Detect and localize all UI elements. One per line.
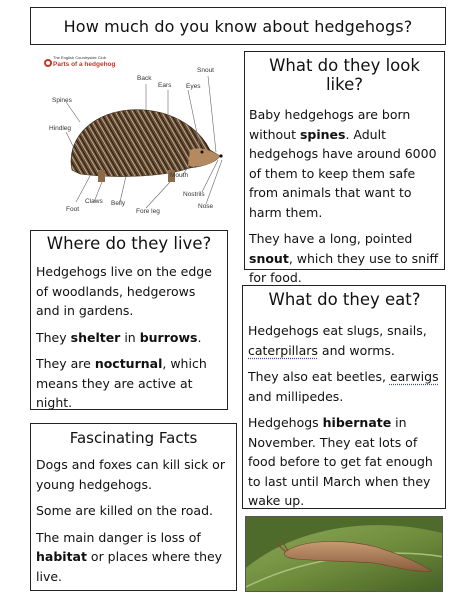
keyword-habitat: habitat <box>36 549 87 564</box>
keyword-hibernate: hibernate <box>322 415 392 430</box>
slug-photo <box>245 516 443 592</box>
look-heading: What do they look like? <box>269 56 420 94</box>
page-title: How much do you know about hedgehogs? <box>63 16 413 36</box>
club-text: The English Countryside Club <box>53 55 106 60</box>
label-foot: Foot <box>66 206 80 213</box>
label-nostrils: Nostrils <box>183 191 205 198</box>
facts-paragraph-3: The main danger is loss of habitat or places where they live. <box>36 529 223 584</box>
facts-heading: Fascinating Facts <box>69 429 198 447</box>
slug-image <box>246 517 443 592</box>
keyword-shelter: shelter <box>70 329 121 345</box>
label-hindleg: Hindleg <box>49 125 72 132</box>
look-panel <box>244 51 445 285</box>
keyword-burrows: burrows <box>139 329 198 345</box>
live-heading: Where do they live? <box>46 234 212 253</box>
keyword-spines: spines <box>299 126 346 142</box>
look-paragraph-2: They have a long, pointed snout, which they use to sniff for food. <box>249 231 439 285</box>
eat-paragraph-1: Hedgehogs eat slugs, snails, caterpillars and worms. <box>248 323 427 358</box>
live-paragraph-3: They are nocturnal, which means they are active at night. <box>36 356 207 410</box>
live-paragraph-2: They shelter in burrows. <box>36 329 202 345</box>
eat-paragraph-2: They also eat beetles, earwigs and millipedes. <box>248 369 439 404</box>
live-panel <box>30 230 228 410</box>
label-back: Back <box>137 75 152 82</box>
word-earwigs: earwigs <box>389 369 439 384</box>
label-spines: Spines <box>52 97 72 104</box>
keyword-nocturnal: nocturnal <box>94 356 163 371</box>
label-claws: Claws <box>85 198 103 205</box>
label-ears: Ears <box>158 82 172 89</box>
label-snout: Snout <box>197 67 214 74</box>
eat-paragraph-3: Hedgehogs hibernate in November. They eat lots of food before to get fat enough to last until March when they wake up. <box>248 415 433 508</box>
label-belly: Belly <box>111 200 126 207</box>
diagram-heading: Parts of a hedgehog <box>53 61 116 68</box>
hedgehog-diagram <box>40 52 238 220</box>
label-mouth: Mouth <box>170 172 189 179</box>
look-paragraph-1: Baby hedgehogs are born without spines. Adult hedgehogs have around 6000 of them to keep them safe from animals that want to harm them. <box>249 107 437 220</box>
live-paragraph-1: Hedgehogs live on the edge of woodlands, hedgerows and in gardens. <box>36 264 212 318</box>
keyword-snout: snout <box>249 250 289 266</box>
eat-panel <box>242 285 446 509</box>
facts-panel <box>30 423 237 591</box>
facts-paragraph-1: Dogs and foxes can kill sick or young hedgehogs. <box>36 457 225 492</box>
word-caterpillars: caterpillars <box>248 342 318 358</box>
label-eyes: Eyes <box>186 83 201 90</box>
label-nose: Nose <box>198 203 214 210</box>
facts-paragraph-2: Some are killed on the road. <box>36 503 213 518</box>
eat-heading: What do they eat? <box>268 290 421 309</box>
label-foreleg: Fore leg <box>136 208 160 215</box>
title-box <box>30 7 446 45</box>
